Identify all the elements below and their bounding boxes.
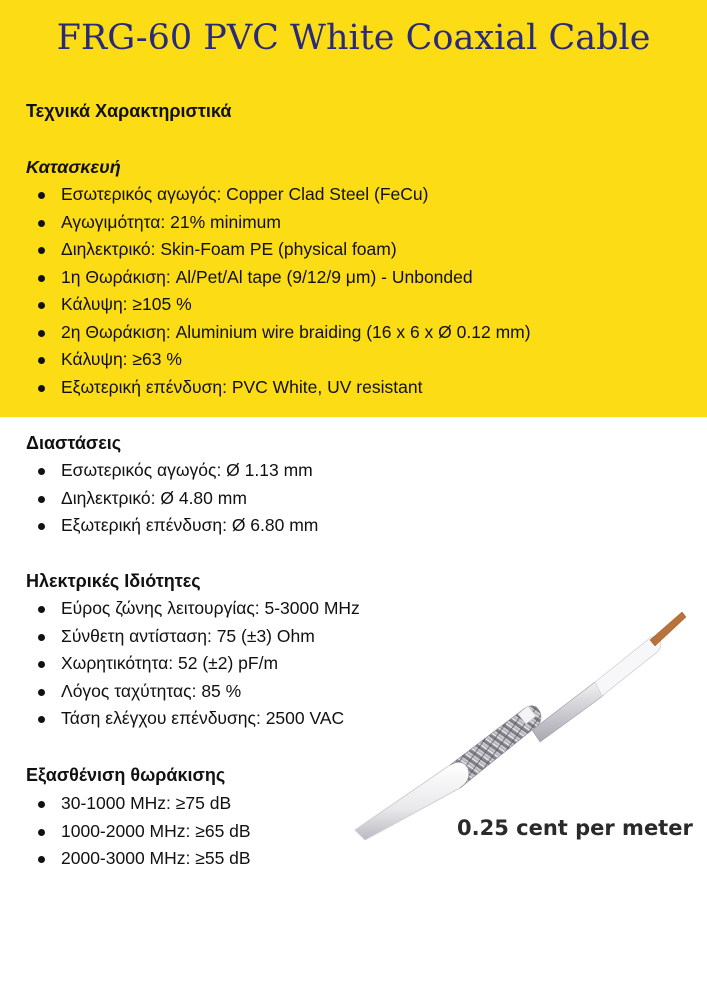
list-item: 30-1000 MHz: ≥75 dB <box>26 790 666 818</box>
list-item: Κάλυψη: ≥63 % <box>26 346 666 374</box>
list-item: Διηλεκτρικό: Ø 4.80 mm <box>26 485 666 513</box>
construction-list <box>26 181 666 401</box>
list-item: Εσωτερικός αγωγός: Ø 1.13 mm <box>26 457 666 485</box>
attenuation-heading: Εξασθένιση θωράκισης <box>26 765 226 785</box>
tech-heading: Τεχνικά Χαρακτηριστικά <box>26 101 232 121</box>
list-item: Λόγος ταχύτητας: 85 % <box>26 678 666 706</box>
list-item: Εξωτερική επένδυση: PVC White, UV resistant <box>26 374 666 402</box>
list-item: Διηλεκτρικό: Skin-Foam PE (physical foam) <box>26 236 666 264</box>
dimensions-list <box>26 457 666 540</box>
electrical-heading: Ηλεκτρικές Ιδιότητες <box>26 571 201 591</box>
list-item: Εσωτερικός αγωγός: Copper Clad Steel (FeCu) <box>26 181 666 209</box>
list-item: 2η Θωράκιση: Aluminium wire braiding (16 x 6 x Ø 0.12 mm) <box>26 319 666 347</box>
coaxial-cable-image <box>350 590 707 840</box>
dimensions-heading: Διαστάσεις <box>26 433 122 453</box>
list-item: 2000-3000 MHz: ≥55 dB <box>26 845 666 873</box>
price-label: 0.25 cent per meter <box>457 816 693 840</box>
list-item: Σύνθετη αντίσταση: 75 (±3) Ohm <box>26 623 666 651</box>
list-item: Εξωτερική επένδυση: Ø 6.80 mm <box>26 512 666 540</box>
list-item: Χωρητικότητα: 52 (±2) pF/m <box>26 650 666 678</box>
construction-heading: Κατασκευή <box>26 157 121 177</box>
list-item: Κάλυψη: ≥105 % <box>26 291 666 319</box>
page-title: FRG-60 PVC White Coaxial Cable <box>56 18 651 58</box>
list-item: 1η Θωράκιση: Al/Pet/Al tape (9/12/9 μm) - Unbonded <box>26 264 666 292</box>
list-item: Αγωγιμότητα: 21% minimum <box>26 209 666 237</box>
list-item: Τάση ελέγχου επένδυσης: 2500 VAC <box>26 705 666 733</box>
list-item: 1000-2000 MHz: ≥65 dB <box>26 818 666 846</box>
list-item: Εύρος ζώνης λειτουργίας: 5-3000 MHz <box>26 595 666 623</box>
